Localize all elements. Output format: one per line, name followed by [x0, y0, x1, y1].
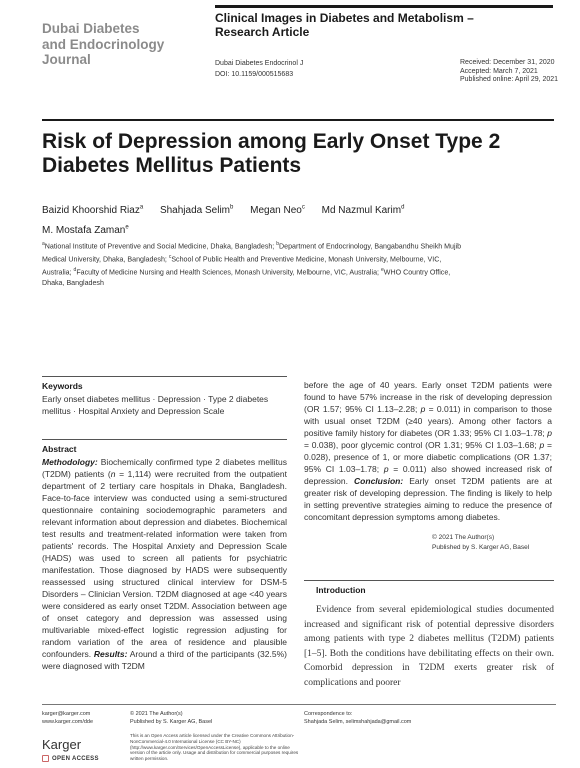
title-rule [42, 119, 554, 121]
open-access-badge: OPEN ACCESS [42, 755, 99, 762]
citation-block [215, 59, 303, 80]
introduction-rule [304, 580, 554, 581]
abstract-column-left: Methodology: Biochemically confirmed type 2 diabetes mellitus (T2DM) patients (n = 1,114) were recruited from the outpatient department of 2 tertiary care hospitals in Dhaka, Bangladesh. Face-to-face interview was conducted using a semi-structured questionnaire containing sociodemographic parameters and relevant information about depression and diabetes. Biochemical test results and treatment-related information were taken from patients' records. The Hospital Anxiety and Depression Scale (HADS) was used to screen all patients for psychiatric manifestation. Those diagnosed by HADS were subsequently reassessed using structured clinical interview for DSM-5 Disorders – Clinician Version. T2DM diagnosed at age <40 years were considered as early onset T2DM. Association between age of onset category and depression was assessed using multivariable mixed-effect logistic regression adjusting for random variation of the area of residence and plausible confounders. Results: Around a third of the participants (32.5%) were diagnosed with T2DM [42, 457, 287, 671]
results-label: Results: [93, 649, 128, 659]
citation: Dubai Diabetes Endocrinol J [215, 60, 304, 67]
footer-correspondence: Correspondence to: Shahjada Selim, selimshahjada@gmail.com [304, 711, 412, 725]
footer-email[interactable]: karger@karger.com [42, 711, 91, 717]
footer-license: This is an Open Access article licensed under the Creative Commons Attribution-NonCommercial-4.0 International License (CC BY-NC) (http://www.karger.com/Services/OpenAccessLicense), applicable to the online version of the article only. Usage and distribution for commercial purposes requires written permission. [130, 733, 299, 762]
abstract-copyright: © 2021 The Author(s) Published by S. Karger AG, Basel [432, 534, 530, 551]
received-date: Received: December 31, 2020 [460, 59, 555, 66]
footer-contact [42, 711, 93, 726]
keywords-text: Early onset diabetes mellitus · Depression · Type 2 diabetes mellitus · Hospital Anxiety and Depression Scale [42, 394, 269, 416]
footer-copyright: © 2021 The Author(s) Published by S. Karger AG, Basel [130, 711, 213, 725]
author-list [42, 200, 542, 239]
abstract-column-right: before the age of 40 years. Early onset T2DM patients were found to have 57% increase in the risk of developing depression (OR 1.57; 95% CI 1.13–2.28; p = 0.011) in comparison to those with usual onset T2DM (≥40 years). Among other factors a positive family history for diabetes (OR 1.33; 95% CI 1.03–1.78; p = 0.038), poor glycemic control (OR 1.31; 95% CI 1.03–1.68; p = 0.028), presence of 1, or more diabetic complications (OR 1.37; 95% CI 1.03–1.78; p = 0.011) also showed increased risk of depression. Conclusion: Early onset T2DM patients are at greater risk of developing depression. The finding is likely to help in setting preventive strategies aiming to reduce the presence of concomitant depression symptoms among diabetes. [304, 380, 552, 522]
correspondence-email[interactable]: Shahjada Selim, selimshahjada@gmail.com [304, 718, 412, 725]
methodology-label: Methodology: [42, 457, 98, 467]
introduction-heading: Introduction [316, 585, 366, 595]
dates-block [460, 59, 558, 85]
keywords-rule [42, 376, 287, 377]
affiliations: $^a$National Institute of Preventive and Social Medicine, Dhaka, Bangladesh; $^b$Department of Endocrinology, Bangabandhu Sheikh Mujib Medical University, Dhaka, Bangladesh; $^c$School of Public Health and Preventive Medicine, Monash University, Melbourne, VIC, Australia; $^d$Faculty of Medicine Nursing and Health Sciences, Monash University, Melbourne, VIC, Australia; $^e$WHO Country Office, Dhaka, Bangladesh [42, 241, 462, 287]
header-rule [215, 5, 553, 8]
published-date: Published online: April 29, 2021 [460, 76, 559, 83]
abstract-heading: Abstract [42, 444, 77, 454]
author: Md Nazmul Karim$^d$ [321, 205, 405, 217]
introduction-text: Evidence from several epidemiological studies documented increased and significant risk of potential depressive disorders among patients with type 2 diabetes mellitus (T2DM) patients [1–5]. Both the conditions have debilitating effects on their own. Comorbid depression in T2DM exerts greater risk of complications and poorer [304, 605, 554, 688]
author: M. Mostafa Zaman$^e$ [42, 224, 129, 236]
doi[interactable]: DOI: 10.1159/000515683 [215, 70, 294, 78]
author: Baizid Khoorshid Riaz$^a$ [42, 205, 144, 217]
abstract-rule [42, 439, 287, 440]
author: Shahjada Selim$^b$ [159, 205, 234, 217]
author: Megan Neo$^c$ [250, 205, 305, 217]
karger-logo: Karger [42, 737, 82, 752]
footer-rule [42, 704, 556, 705]
open-lock-icon [42, 755, 49, 762]
conclusion-label: Conclusion: [354, 476, 404, 486]
journal-name: Dubai Diabetes and Endocrinology Journal [42, 21, 165, 67]
keywords-heading: Keywords [42, 381, 83, 391]
footer-website[interactable]: www.karger.com/dde [42, 718, 94, 725]
accepted-date: Accepted: March 7, 2021 [460, 67, 538, 75]
article-title: Risk of Depression among Early Onset Type 2 Diabetes Mellitus Patients [42, 130, 501, 177]
article-type: Clinical Images in Diabetes and Metabolism – Research Article [215, 11, 474, 39]
